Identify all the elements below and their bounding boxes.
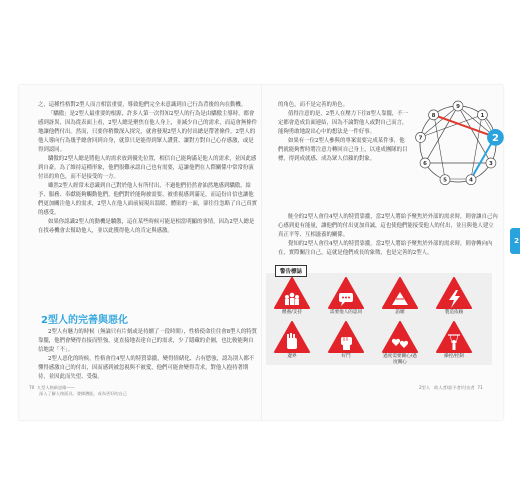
enneagram-node-label: 4 (469, 177, 473, 184)
footer-text: 2型人 助人者/給予者/付出者 (419, 385, 475, 390)
paragraph: 如果有一位2型人參與的專案需要完成某件事，他們就能夠暫時將注意力轉回自己身上，以達成團隊的目標，得到成就感、成為眾人信賴的對象。 (278, 138, 408, 162)
hand-icon (274, 321, 310, 353)
warning-sign-label: 操控/控制 (444, 354, 464, 359)
chapter-tab: 2 (510, 228, 520, 254)
page-number: 71 (477, 385, 483, 390)
enneagram-diagram (411, 97, 505, 191)
warning-sign (436, 321, 472, 360)
lightning-icon (436, 277, 472, 309)
warning-sign-label: 諂媚 (395, 310, 405, 315)
puppet-icon (436, 321, 472, 353)
left-page-body (38, 101, 258, 236)
enneagram-node-label: 9 (456, 104, 460, 110)
hearts-icon (382, 321, 418, 353)
book-spread (19, 85, 519, 420)
warning-sign-label: 製造依賴 (444, 310, 464, 315)
enneagram-node-label: 1 (480, 112, 485, 119)
right-page-top-body (278, 101, 410, 164)
warning-sign (328, 321, 364, 360)
paragraph: 雖然2型人經常未意識到自己對於他人有所付出，不過他們仍然會油然地感到驕傲，給予、服務、奉獻能夠觸動他們，他們對於能夠被需要、被重視感到滿足，而這份自信也讓他們更加關注他人的需求，2型人在他人面前展現出溫暖、體貼的一面，卻往往忽略了自己真實的感受。 (38, 183, 258, 216)
warning-sign (436, 277, 472, 316)
right-footer (419, 385, 483, 391)
paragraph: 驕傲的2型人總是將他人的需求放到優先位置，相信自己能夠滿足他人的需求，並因此感到自豪。為了維持這種形象，他們很難承認自己也有需要，這讓他們在人際關係中常常扮演付出的角色，而不是接受的一方。 (38, 156, 257, 180)
enneagram-node-label: 8 (431, 112, 436, 119)
warning-sign (382, 321, 418, 366)
warning-sign-label: 邊界 (287, 354, 297, 359)
warning-sign (382, 277, 418, 316)
paragraph: 的角色，而不是完善的角色。 (278, 102, 349, 108)
footer-subtitle: 深入了解人格面具，發揮潛能，成為更好的自己 (39, 391, 127, 396)
left-footer (29, 385, 127, 397)
warning-sign-label: 餵養/支持 (282, 310, 302, 315)
paragraph: 之，這種性格對2型人而言相當重要，導致他們完全未意識到自己行為背後的內在動機。 (38, 102, 247, 108)
warning-sign (274, 321, 310, 360)
book-gutter (261, 85, 262, 420)
paragraph: 「驕傲」是2型人最重要的根源，許多人第一次得知2型人的行為是由驕傲主導時，都會感到訝異，因為從表面上看，2型人總是聚焦在他人身上，並減少自己的需求，而這會無條件地讓他們付出。然而，只要你稍微深入探究，就會發現2型人的付出總是帶著條件，2型人的他人導向行為幾乎總會回到自身，就算只是能得到眾人讚賞、讓對方對自己心存感激，或是得到認同。 (38, 111, 258, 153)
paragraph: 2型人惡化的時候，性格會往4型人的特質靠攏，變得情緒化、占有慾強，認為別人都不懂得感激自己的付出，因而感到被忽視與不被愛，他們可能會變得苛求，對他人抱持著期待，並因此而失望、受傷。 (38, 356, 255, 380)
pyramid-icon (382, 277, 418, 309)
paragraph: 覺知的2型人會往4型人的特質靠攏。當2型人將給予聚焦於外部的需求時，則會轉向內在，實際關注自己，這就是他們成長的象徵，也是完善的2型人。 (278, 241, 493, 256)
left-page-section-body (38, 328, 258, 382)
enneagram-node-label: 2 (491, 132, 499, 144)
paragraph: 2型人有魅力的時候（無論只有片刻或是持續了一段時間），性格使命往往會8型人的特質靠攏，他們會變得直接而堅強，更直接地表達自己的需求，少了隱藏的企圖，也比較能夠自信地說「不」。 (38, 329, 258, 353)
enneagram-node-label: 7 (418, 135, 423, 142)
fist-icon (328, 321, 364, 353)
speech-bubble-icon (328, 277, 364, 309)
enneagram-node-label: 5 (443, 177, 447, 184)
warning-sign-label: 好鬥 (341, 354, 351, 359)
warning-sign-label: 過度需要關心/過度關心 (383, 354, 417, 365)
paragraph: 值得注意的是，2型人在壓力下往8型人靠攏，不一定都會造成負面連結，因為不論對他人或對自己而言，能夠勇敢地說出心中的想法是一件好事。 (278, 111, 409, 135)
paragraph: 如果你認識2型人的動機是驕傲，這在某些時候可能是相當明顯的事情，因為2型人總是在找尋機會去幫助他人，並以此獲得他人的肯定與感激。 (38, 219, 255, 234)
footer-title: 九型人格新思維—— (37, 385, 75, 390)
warning-sign (274, 277, 310, 316)
warning-sign-label: 需要他人的認同 (329, 310, 363, 315)
enneagram-node-label: 6 (423, 161, 428, 167)
section-heading: 2型人的完善與惡化 (41, 315, 128, 326)
right-page-mid-body (278, 213, 498, 258)
paragraph: 鮭全的2型人會往4型人的特質靠攏，當2型人將給予聚焦於外部的需求時，則會讓自己內心感到更有能量，讓他們的付出更加真誠，這也使他們能接受他人的付出，並且與他人建立真正平等、互相滋養的關係。 (278, 214, 498, 238)
page-number: 70 (29, 385, 35, 390)
enneagram-node-label: 3 (488, 161, 493, 167)
crowd-icon (274, 277, 310, 309)
warning-sign (328, 277, 364, 316)
warning-title: 警告標誌 (275, 265, 307, 277)
enneagram-nodes (416, 101, 504, 185)
warning-signs-panel (266, 273, 492, 365)
